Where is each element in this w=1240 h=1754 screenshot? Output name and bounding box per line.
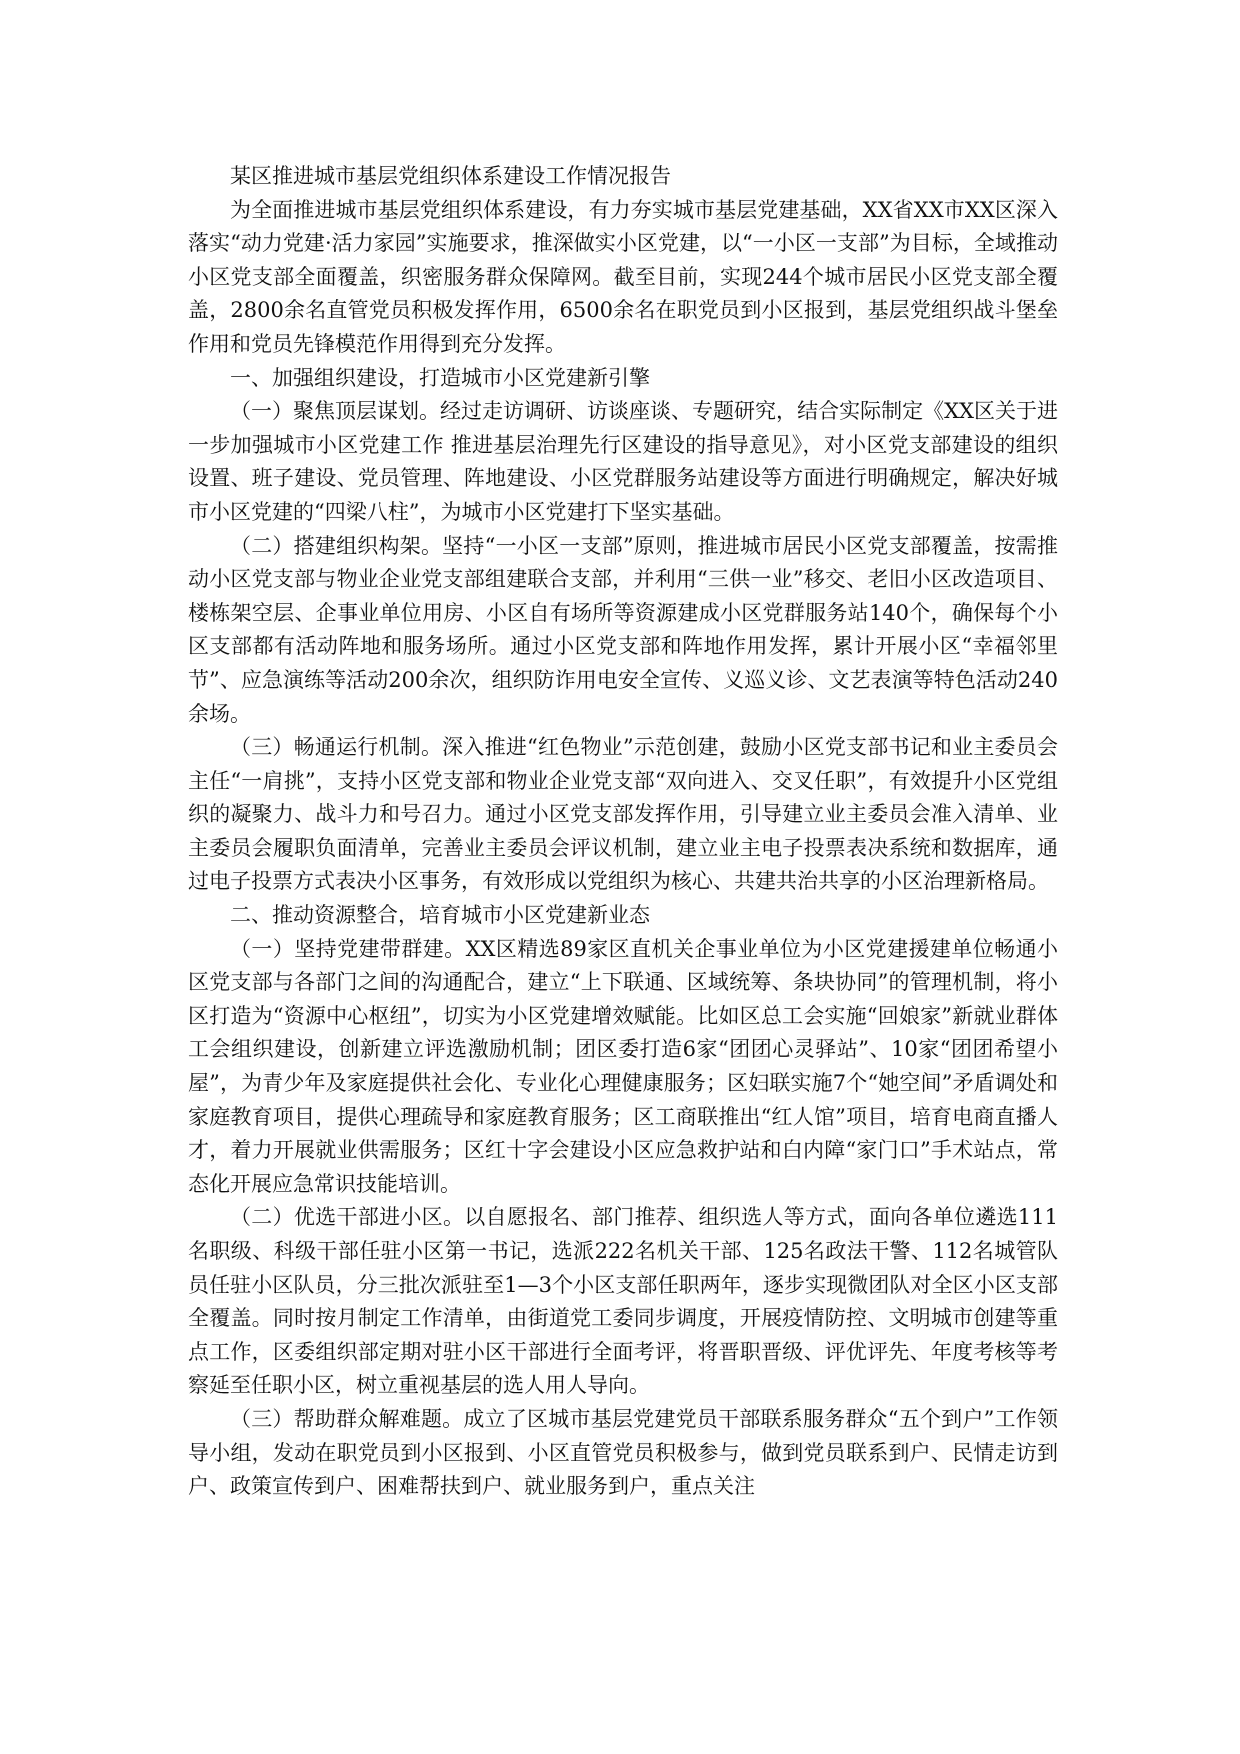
intro-paragraph: 为全面推进城市基层党组织体系建设，有力夯实城市基层党建基础，XX省XX市XX区深入落实“动力党建·活力家园”实施要求，推深做实小区党建，以“一小区一支部”为目标，全域推动小区党支部全面覆盖，织密服务群众保障网。截至目前，实现244个城市居民小区党支部全覆盖，2800余名直管党员积极发挥作用，6500余名在职党员到小区报到，基层党组织战斗堡垒作用和党员先锋模范作用得到充分发挥。	[188, 197, 1058, 356]
paragraph-1-2: （二）搭建组织构架。坚持“一小区一支部”原则，推进城市居民小区党支部覆盖，按需推动小区党支部与物业企业党支部组建联合支部，并利用“三供一业”移交、老旧小区改造项目、楼栋架空层、企事业单位用房、小区自有场所等资源建成小区党群服务站140个，确保每个小区支部都有活动阵地和服务场所。通过小区党支部和阵地作用发挥，累计开展小区“幸福邻里节”、应急演练等活动200余次，组织防诈用电安全宣传、义巡义诊、文艺表演等特色活动240余场。	[188, 533, 1058, 726]
paragraph-2-1: （一）坚持党建带群建。XX区精选89家区直机关企事业单位为小区党建援建单位畅通小区党支部与各部门之间的沟通配合，建立“上下联通、区域统筹、条块协同”的管理机制，将小区打造为“资源中心枢纽”，切实为小区党建增效赋能。比如区总工会实施“回娘家”新就业群体工会组织建设，创新建立评选激励机制；团区委打造6家“团团心灵驿站”、10家“团团希望小屋”，为青少年及家庭提供社会化、专业化心理健康服务；区妇联实施7个“她空间”矛盾调处和家庭教育项目，提供心理疏导和家庭教育服务；区工商联推出“红人馆”项目，培育电商直播人才，着力开展就业供需服务；区红十字会建设小区应急救护站和白内障“家门口”手术站点，常态化开展应急常识技能培训。	[188, 936, 1058, 1196]
paragraph-1-3: （三）畅通运行机制。深入推进“红色物业”示范创建，鼓励小区党支部书记和业主委员会主任“一肩挑”，支持小区党支部和物业企业党支部“双向进入、交叉任职”，有效提升小区党组织的凝聚力、战斗力和号召力。通过小区党支部发挥作用，引导建立业主委员会准入清单、业主委员会履职负面清单，完善业主委员会评议机制，建立业主电子投票表决系统和数据库，通过电子投票方式表决小区事务，有效形成以党组织为核心、共建共治共享的小区治理新格局。	[188, 735, 1058, 894]
document-body	[188, 160, 1058, 1504]
document-title: 某区推进城市基层党组织体系建设工作情况报告	[230, 164, 671, 188]
section-heading-1: 一、加强组织建设，打造城市小区党建新引擎	[230, 365, 650, 390]
section-heading-2: 二、推动资源整合，培育城市小区党建新业态	[230, 903, 650, 928]
paragraph-2-3: （三）帮助群众解难题。成立了区城市基层党建党员干部联系服务群众“五个到户”工作领导小组，发动在职党员到小区报到、小区直管党员积极参与，做到党员联系到户、民情走访到户、政策宣传到户、困难帮扶到户、就业服务到户，重点关注	[188, 1406, 1058, 1499]
paragraph-1-1: （一）聚焦顶层谋划。经过走访调研、访谈座谈、专题研究，结合实际制定《XX区关于进一步加强城市小区党建工作 推进基层治理先行区建设的指导意见》，对小区党支部建设的组织设置、班子建设、党员管理、阵地建设、小区党群服务站建设等方面进行明确规定，解决好城市小区党建的“四梁八柱”，为城市小区党建打下坚实基础。	[188, 399, 1058, 524]
paragraph-2-2: （二）优选干部进小区。以自愿报名、部门推荐、组织选人等方式，面向各单位遴选111名职级、科级干部任驻小区第一书记，选派222名机关干部、125名政法干警、112名城管队员任驻小区队员，分三批次派驻至1—3个小区支部任职两年，逐步实现微团队对全区小区支部全覆盖。同时按月制定工作清单，由街道党工委同步调度，开展疫情防控、文明城市创建等重点工作，区委组织部定期对驻小区干部进行全面考评，将晋职晋级、评优评先、年度考核等考察延至任职小区，树立重视基层的选人用人导向。	[188, 1205, 1058, 1398]
